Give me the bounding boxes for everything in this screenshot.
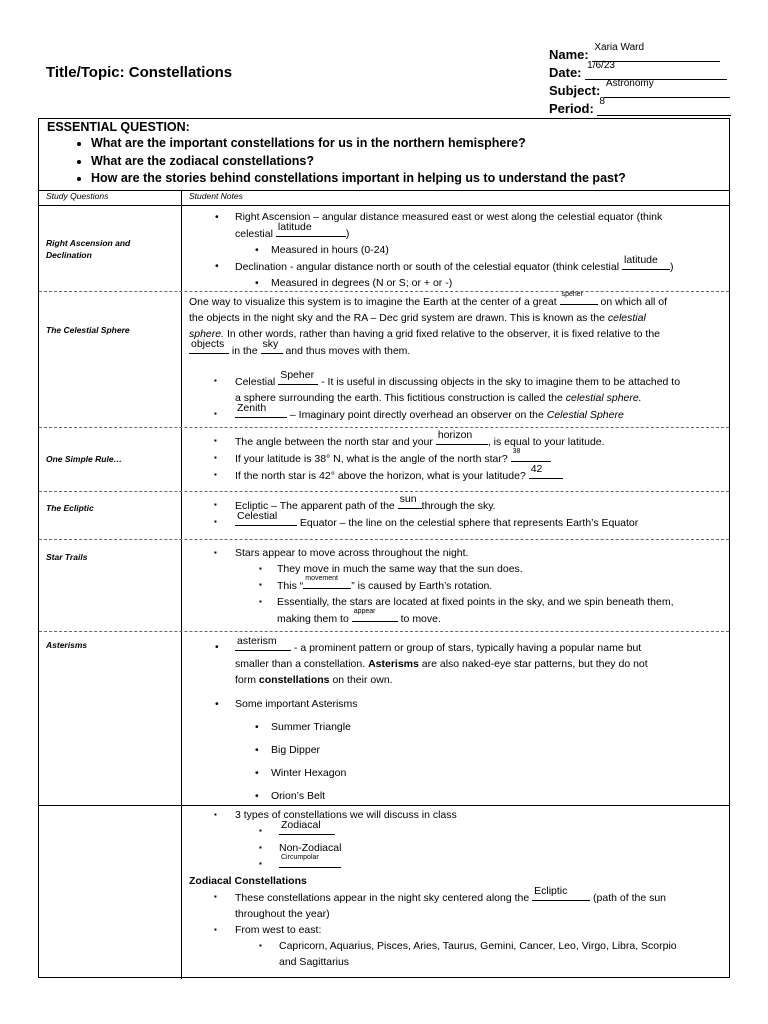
notes-celestial-sphere bbox=[189, 293, 729, 423]
date-value: 1/6/23 bbox=[587, 60, 615, 71]
note-line: One way to visualize this system is to imagine the Earth at the center of a great speher on which all of bbox=[189, 293, 729, 310]
answer-objects[interactable]: objects bbox=[191, 338, 225, 350]
student-notes-header: Student Notes bbox=[189, 191, 243, 201]
note-line: sphere. In other words, rather than having a grid fixed relative to the observer, it is fixed relative to the bbox=[189, 328, 661, 340]
notes-ecliptic bbox=[189, 493, 729, 531]
row-label-simple-rule: One Simple Rule… bbox=[46, 454, 123, 464]
note-line: a sphere surrounding the earth. This fictitious construction is called the celestial sphere. bbox=[235, 392, 642, 404]
row-label-ecliptic: The Ecliptic bbox=[46, 503, 94, 513]
list-item: • Summer Triangle bbox=[189, 719, 729, 735]
note-line: ▪ Celestial Speher - It is useful in discussing objects in the sky to imagine them to be attached to bbox=[189, 373, 729, 390]
notes-ra-dec bbox=[189, 209, 729, 291]
essential-question: • How are the stories behind constellations important in helping us to understand the past? bbox=[91, 170, 626, 188]
note-line: celestial latitude ) bbox=[235, 221, 350, 240]
note-line: ▪ The angle between the north star and your horizon , is equal to your latitude. bbox=[189, 433, 729, 450]
period-field[interactable] bbox=[549, 96, 731, 116]
note-line: ▪ Essentially, the stars are located at fixed points in the sky, and we spin beneath them, bbox=[189, 594, 729, 610]
answer-asterism[interactable]: • asterism bbox=[237, 635, 277, 647]
list-item: • Big Dipper bbox=[189, 742, 729, 758]
note-line: • Right Ascension – angular distance measured east or west along the celestial equator (think bbox=[189, 209, 729, 225]
name-value: Xaria Ward bbox=[594, 42, 645, 53]
answer-speher-2[interactable]: Speher bbox=[280, 369, 315, 381]
answer-horizon[interactable]: horizon bbox=[437, 429, 473, 441]
answer-appear[interactable]: appear bbox=[353, 608, 376, 615]
answer-celestial[interactable]: ▪ Celestial bbox=[237, 510, 278, 522]
answer-42[interactable]: 42 bbox=[530, 463, 543, 475]
divider bbox=[39, 631, 729, 632]
name-label: Name: bbox=[549, 47, 589, 62]
essential-question: • What are the zodiacal constellations? bbox=[91, 153, 626, 171]
note-line: ▪ 3 types of constellations we will discuss in class bbox=[189, 807, 729, 823]
divider bbox=[39, 539, 729, 540]
subject-label: Subject: bbox=[549, 83, 601, 98]
note-line: ▪ If the north star is 42° above the horizon, what is your latitude? 42 bbox=[189, 467, 729, 484]
subject-field[interactable] bbox=[549, 78, 730, 98]
note-line: making them to appear to move. bbox=[189, 610, 729, 627]
divider bbox=[39, 491, 729, 492]
answer-latitude-2[interactable]: latitude bbox=[623, 254, 658, 266]
period-label: Period: bbox=[549, 101, 594, 116]
note-line: ▪ Stars appear to move across throughout the night. bbox=[189, 545, 729, 561]
period-value: 8 bbox=[599, 96, 605, 107]
notes-constellation-types bbox=[189, 807, 729, 970]
answer-sky[interactable]: sky bbox=[262, 338, 279, 350]
essential-question: • What are the important constellations for us in the northern hemisphere? bbox=[91, 135, 626, 153]
note-line: ▪ From west to east: bbox=[189, 922, 729, 938]
notes-star-trails bbox=[189, 545, 729, 627]
answer-sun[interactable]: sun bbox=[399, 493, 417, 505]
notes-asterisms bbox=[189, 635, 729, 804]
note-line: objects in the sky and thus moves with them. bbox=[191, 338, 411, 357]
answer-circumpolar[interactable]: ▪ Circumpolar bbox=[281, 854, 319, 861]
divider bbox=[39, 205, 729, 206]
list-item bbox=[189, 856, 729, 873]
note-line: throughout the year) bbox=[235, 908, 330, 920]
note-line: ▪ If your latitude is 38° N, what is the angle of the north star? 38 bbox=[189, 450, 729, 467]
note-line: form constellations on their own. bbox=[235, 674, 393, 686]
row-label-ra-dec: Right Ascension and Declination bbox=[46, 238, 131, 260]
divider bbox=[39, 291, 729, 292]
note-line: • asterism - a prominent pattern or group of stars, typically having a popular name but bbox=[189, 639, 729, 656]
divider bbox=[39, 427, 729, 428]
subject-value: Astronomy bbox=[605, 78, 654, 89]
row-label-celestial-sphere: The Celestial Sphere bbox=[46, 325, 130, 335]
note-line: ▪ Capricorn, Aquarius, Pisces, Aries, Taurus, Gemini, Cancer, Leo, Virgo, Libra, Scorpio bbox=[189, 938, 729, 954]
list-item: ▪ Non-Zodiacal bbox=[189, 840, 729, 856]
page-title: Title/Topic: Constellations bbox=[46, 64, 233, 81]
note-line: ▪ Celestial Equator – the line on the celestial sphere that represents Earth’s Equator bbox=[189, 514, 729, 531]
list-item: • Orion’s Belt bbox=[189, 788, 729, 804]
answer-movement[interactable]: movement bbox=[305, 575, 338, 582]
note-line: • Measured in degrees (N or S; or + or -) bbox=[189, 275, 729, 291]
note-line: • Measured in hours (0-24) bbox=[189, 242, 729, 258]
row-label-asterisms: Asterisms bbox=[46, 640, 88, 650]
cornell-notes-table bbox=[38, 118, 730, 978]
note-line: smaller than a constellation. Asterisms are also naked-eye star patterns, but they do not bbox=[235, 658, 648, 670]
answer-38[interactable]: 38 bbox=[512, 448, 521, 455]
note-line: and Sagittarius bbox=[279, 956, 350, 968]
essential-question-list bbox=[69, 135, 626, 188]
list-item bbox=[189, 819, 729, 840]
row-label-star-trails: Star Trails bbox=[46, 552, 88, 562]
notes-simple-rule bbox=[189, 429, 729, 484]
note-line: • Some important Asterisms bbox=[189, 696, 729, 712]
note-line: ▪ They move in much the same way that the sun does. bbox=[189, 561, 729, 577]
note-line: ▪ These constellations appear in the night sky centered along the Ecliptic (path of the sun bbox=[189, 889, 729, 906]
list-item: • Winter Hexagon bbox=[189, 765, 729, 781]
note-line: ▪ This “ movement ” is caused by Earth’s rotation. bbox=[189, 577, 729, 594]
section-heading: Zodiacal Constellations bbox=[189, 875, 307, 887]
divider bbox=[39, 805, 729, 806]
note-line: the objects in the night sky and the RA – Dec grid system are drawn. This is known as the celestial bbox=[189, 312, 646, 324]
answer-zenith[interactable]: ▪ Zenith bbox=[237, 402, 267, 414]
column-divider bbox=[181, 190, 182, 979]
study-questions-header: Study Questions bbox=[46, 191, 109, 201]
answer-zodiacal[interactable]: ▪ Zodiacal bbox=[281, 819, 321, 831]
date-label: Date: bbox=[549, 65, 582, 80]
note-line: ▪ Zenith – Imaginary point directly overhead an observer on the Celestial Sphere bbox=[189, 406, 729, 423]
answer-speher[interactable]: speher bbox=[561, 291, 584, 298]
name-field[interactable] bbox=[549, 42, 720, 62]
note-line: ▪ Ecliptic – The apparent path of the sun through the sky. bbox=[189, 497, 729, 514]
answer-ecliptic[interactable]: Ecliptic bbox=[534, 885, 568, 897]
answer-latitude[interactable]: latitude bbox=[277, 221, 312, 233]
essential-question-heading: ESSENTIAL QUESTION: bbox=[47, 120, 190, 134]
essential-question-box bbox=[39, 119, 729, 191]
note-line: • Declination - angular distance north or south of the celestial equator (think celestial latitude ) bbox=[189, 258, 729, 275]
